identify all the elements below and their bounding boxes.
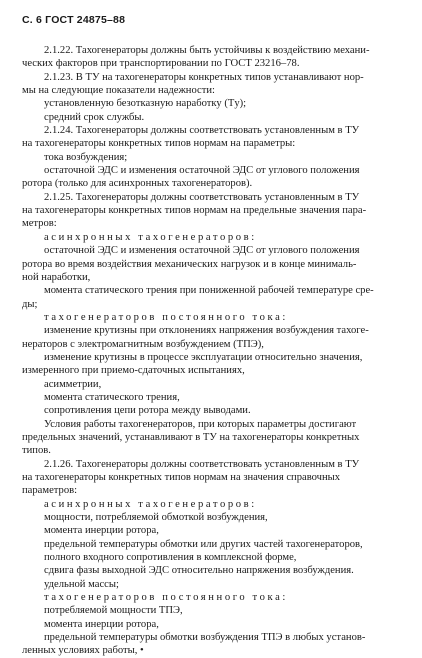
- text-line: потребляемой мощности ТПЭ,: [44, 605, 183, 617]
- text-line: предельной температуры обмотки возбуждения ТПЭ в любых установ-: [44, 632, 366, 644]
- text-line: ленных условиях работы, •: [22, 645, 144, 657]
- text-line: предельных значений, устанавливают в ТУ на тахогенераторы конкретных: [22, 431, 360, 443]
- text-line: сдвига фазы выходной ЭДС относительно напряжения возбуждения.: [44, 565, 354, 577]
- text-line: изменение крутизны в процессе эксплуатации относительно значения,: [44, 351, 363, 363]
- text-line: полного входного сопротивления в комплексной форме,: [44, 552, 297, 564]
- text-line: тока возбуждения;: [44, 151, 128, 163]
- text-line: 2.1.25. Тахогенераторы должны соответствовать установленным в ТУ: [44, 191, 360, 203]
- text-line: ротора (только для асинхронных тахогенераторов).: [22, 178, 253, 190]
- text-line: мы на следующие показатели надежности:: [22, 85, 215, 97]
- text-line: ческих факторов при транспортировании по ГОСТ 23216–78.: [22, 58, 300, 70]
- text-line: на тахогенераторы конкретных типов нормам на параметры:: [22, 138, 296, 150]
- text-line: на тахогенераторы конкретных типов нормам на значения справочных: [22, 472, 341, 483]
- text-line: момента статического трения,: [44, 391, 180, 403]
- text-line: ротора во время воздействия механических нагрузок и в конце минималь-: [22, 258, 357, 270]
- text-line: изменение крутизны при отклонениях напряжения возбуждения тахоге-: [44, 325, 369, 337]
- text-line: 2.1.23. В ТУ на тахогенераторы конкретных типов устанавливают нор-: [44, 71, 364, 83]
- section-heading-line: асинхронных тахогенераторов:: [44, 498, 257, 510]
- text-line: средний срок службы.: [44, 111, 145, 123]
- section-heading-line: тахогенераторов постоянного тока:: [44, 592, 288, 604]
- text-line: асимметрии,: [44, 378, 102, 390]
- text-line: сопротивления цепи ротора между выводами.: [44, 405, 251, 417]
- text-line: 2.1.26. Тахогенераторы должны соответствовать установленным в ТУ: [44, 458, 360, 470]
- text-line: момента инерции ротора,: [44, 618, 159, 630]
- text-line: Условия работы тахогенераторов, при которых параметры достигают: [44, 418, 357, 430]
- text-line: предельной температуры обмотки или других частей тахогенераторов,: [44, 538, 363, 550]
- text-line: мощности, потребляемой обмоткой возбуждения,: [44, 512, 268, 524]
- text-line: измеренного при приемо-сдаточных испытаниях,: [22, 365, 245, 377]
- text-line: на тахогенераторы конкретных типов нормам на предельные значения пара-: [22, 205, 367, 217]
- text-line: нераторов с электромагнитным возбуждением (ТПЭ),: [22, 338, 264, 350]
- text-line: метров:: [22, 218, 57, 230]
- text-line: установленную безотказную наработку (Tу);: [44, 98, 247, 110]
- page-header: С. 6 ГОСТ 24875–88: [22, 14, 126, 26]
- text-line: 2.1.24. Тахогенераторы должны соответствовать установленным в ТУ: [44, 125, 360, 137]
- text-line: остаточной ЭДС и изменения остаточной ЭДС от углового положения: [44, 245, 360, 257]
- section-heading-line: асинхронных тахогенераторов:: [44, 231, 257, 243]
- text-line: ды;: [22, 298, 38, 310]
- text-line: момента инерции ротора,: [44, 525, 159, 537]
- document-body: [22, 44, 404, 658]
- text-line: 2.1.22. Тахогенераторы должны быть устойчивы к воздействию механи-: [44, 45, 370, 56]
- text-line: типов.: [22, 445, 51, 457]
- text-line: параметров:: [22, 485, 78, 497]
- text-line: остаточной ЭДС и изменения остаточной ЭДС от углового положения: [44, 165, 360, 177]
- text-line: момента статического трения при пониженной рабочей температуре сре-: [44, 285, 374, 297]
- text-line: ной наработки,: [22, 271, 91, 283]
- text-line: удельной массы;: [44, 578, 119, 590]
- section-heading-line: тахогенераторов постоянного тока:: [44, 311, 288, 323]
